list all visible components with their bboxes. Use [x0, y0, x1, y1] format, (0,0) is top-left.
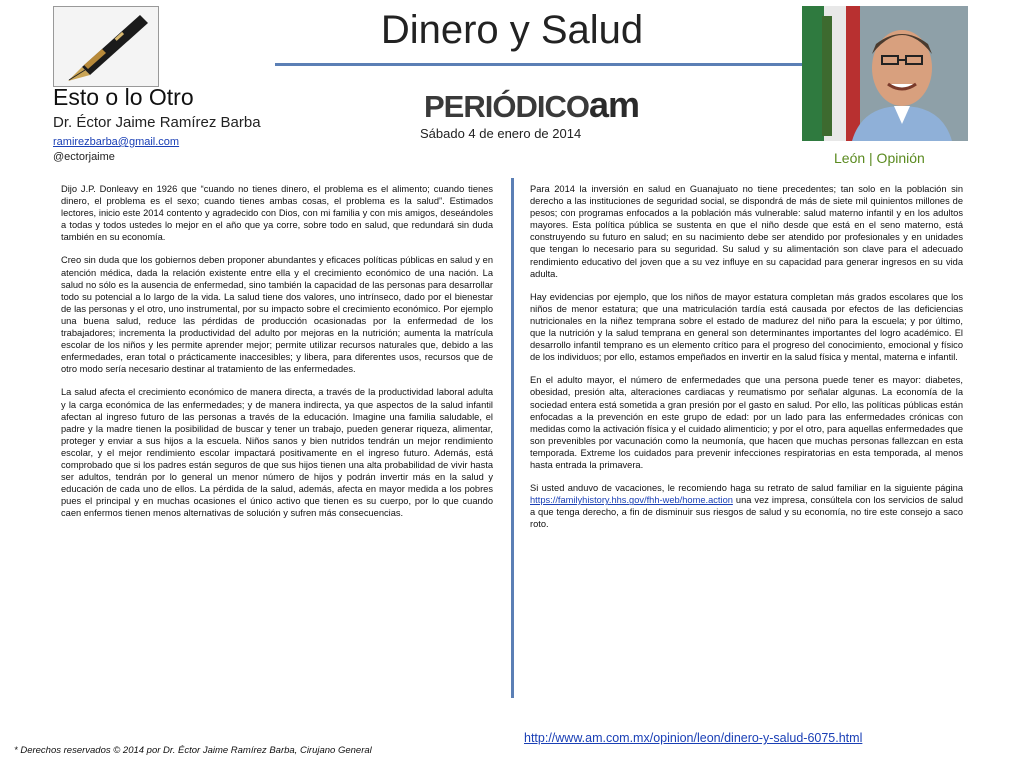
article-title: Dinero y Salud — [380, 8, 644, 52]
pen-image — [53, 6, 159, 87]
paragraph: Hay evidencias por ejemplo, que los niños de mayor estatura completan más grados escolares que los niños de menor estatura; que una matriculación tardía está causada por efectos de las deficiencias nutricionales en la niñez temprana sobre el estado de madurez del niño para la escuela; y por último, que la nutrición y la salud temprana en general son determinantes importantes del logro académico. El desarrollo infantil temprano es un elemento crítico para el progreso del conocimiento, emocional y físico de los individuos; por ello, estamos empeñados en invertir en la salud física y mental, materna e infantil. — [530, 291, 963, 363]
author-handle: @ectorjaime — [53, 151, 115, 163]
paragraph: En el adulto mayor, el número de enfermedades que una persona puede tener es mayor: diabetes, obesidad, presión alta, alteraciones cardiacas y reumatismo por señalar algunas. La economía de la sociedad entera está sometida a gran presión por el gasto en salud. Por ello, las políticas públicas están enfocadas a la prevención en este grupo de edad: por un lado para las enfermedades crónicas con medidas como la activación física y el cuidado alimenticio; y por el otro, para aquellas enfermedades que son prevenibles por vacunación como la neumonía, que hacen que muchas personas fallezcan en esta temporada. Extreme los cuidados para prevenir infecciones respiratorias en esta temporada, al menos hasta entrada la primavera. — [530, 375, 963, 470]
column-name: Esto o lo Otro — [53, 84, 194, 110]
paragraph: Dijo J.P. Donleavy en 1926 que “cuando no tienes dinero, el problema es el alimento; cuando tienes dinero, el problema es el sexo; cuando tienes ambas cosas, el problema es la salud”. Estimados lectores, inicio este 2014 contento y agradecido con Dios, con mi familia y con mis amigos, deseándoles a todas y todos ustedes lo mejor en el año que ya corre, sobre todo en salud, que redundará sin duda también en su economía. — [61, 184, 493, 243]
paragraph: Creo sin duda que los gobiernos deben proponer abundantes y eficaces políticas públicas en salud y en atención médica, dada la relación existente entre ella y el crecimiento económico de una nación. La salud no sólo es la ausencia de enfermedad, sino también la capacidad de las personas para desarrollar todo su potencial a lo largo de la vida. La salud tiene dos valores, uno intrínseco, dado por el bienestar de las personas y el otro, uno instrumental, por su impacto sobre el crecimiento económico. Por ejemplo una buena salud, reduce las pérdidas de producción ocasionadas por la enfermedad de los trabajadores; incrementa la productividad del adulto por mejoras en la nutrición; aumenta la matrícula escolar de los niños y les permite aprender mejor; permite utilizar recursos naturales que, debido a las enfermedades, eran total o prácticamente inaccesibles; y libera, para diferentes usos, recursos que de otro modo sería necesario destinar al tratamiento de las enfermedades. — [61, 255, 493, 375]
logo-text-periodico: PERIÓDICO — [424, 89, 589, 124]
column-divider — [511, 178, 514, 698]
section-label: León | Opinión — [834, 150, 925, 166]
article-url-link[interactable]: http://www.am.com.mx/opinion/leon/dinero-y-salud-6075.html — [524, 731, 863, 745]
article-column-right — [530, 183, 963, 541]
article-column-left — [61, 183, 493, 530]
paragraph-text: Si usted anduvo de vacaciones, le recomiendo haga su retrato de salud familiar en la siguiente página — [530, 483, 963, 494]
paragraph — [530, 482, 963, 530]
title-underline — [275, 63, 805, 66]
family-history-link[interactable]: https://familyhistory.hhs.gov/fhh-web/home.action — [530, 495, 733, 506]
author-photo — [802, 6, 968, 141]
newspaper-logo — [424, 84, 639, 126]
copyright-notice: * Derechos reservados © 2014 por Dr. Éctor Jaime Ramírez Barba, Cirujano General — [14, 745, 372, 756]
publication-date: Sábado 4 de enero de 2014 — [420, 126, 582, 141]
paragraph-text: una vez impresa, consúltela con los servicios de salud a que tenga derecho, a fin de disminuir sus riesgos de salud y su economía, no tire este consejo a saco roto. — [530, 495, 963, 530]
author-email-link[interactable]: ramirezbarba@gmail.com — [53, 136, 180, 148]
author-name: Dr. Éctor Jaime Ramírez Barba — [53, 114, 261, 131]
logo-text-am: am — [588, 84, 639, 125]
paragraph: La salud afecta el crecimiento económico de manera directa, a través de la productividad laboral adulta y la carga económica de las enfermedades; y de manera indirecta, ya que aspectos de la salud infantil afectan al ingreso futuro de las personas a través de la educación. Imagine una familia saludable, el padre y la madre tienen la posibilidad de buscar y tener un trabajo, pueden generar riqueza, alimentar, proteger y enviar a sus hijos a la escuela. Niños sanos y bien nutridos tendrán un mejor rendimiento escolar, y el mejor rendimiento escolar impactará positivamente en el ingreso futuro. Además, está comprobado que si los padres están seguros de que sus hijos tienen una alta probabilidad de vivir hasta ser adultos, tendrán por lo general un menor número de hijos y podrán invertir más en la salud y educación de cada uno de ellos. La pérdida de la salud, además, afecta en mayor medida a los pobres pues el principal y en muchas ocasiones el único activo que tienen es su cuerpo, por lo que cuando caen enfermos tienen menos alternativas de solución y sufren más consecuencias. — [61, 387, 493, 519]
paragraph: Para 2014 la inversión en salud en Guanajuato no tiene precedentes; tan solo en la población sin derecho a las instituciones de seguridad social, se dispondrá de más de siete mil quinientos millones de pesos; con programas enfocados a la población más vulnerable: salud materno infantil y en los adultos mayores. Esta política pública se sustenta en que el niño desde que está en el seno materno, está construyendo su futuro en salud; en su nacimiento debe ser atendido por profesionales y en unidades que tengan lo necesario para su seguridad. Su salud y su alimentación son clave para el adecuado rendimiento educativo del joven que a su vez influye en su capacidad para generar ingresos en su vida adulta. — [530, 184, 963, 279]
